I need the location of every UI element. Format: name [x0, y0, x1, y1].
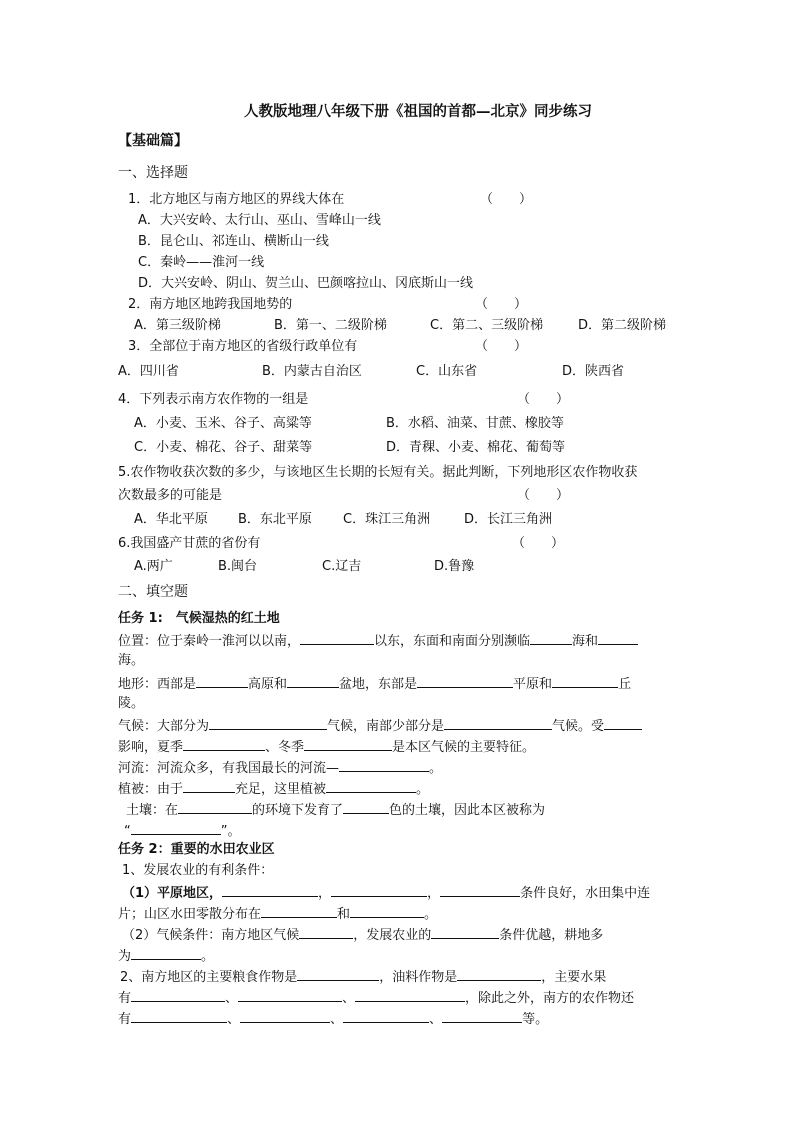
question-5-option-c: C．珠江三角洲: [343, 512, 431, 527]
task-1-title: 任务 1: 气候湿热的红土地: [118, 611, 280, 626]
blank-fruit-2[interactable]: [238, 987, 342, 1002]
blank-location-east-of[interactable]: [300, 630, 374, 645]
location-line-end: 海。: [118, 653, 145, 668]
plain-conditions-line: （1）平原地区， ， ， 条件良好，水田集中连: [122, 882, 650, 904]
other-crops-line: 有 、 、 、 等。: [118, 1008, 548, 1030]
question-3-stem: 3．全部位于南方地区的省级行政单位有: [128, 339, 358, 354]
question-1-option-a: A．大兴安岭、太行山、巫山、雪峰山一线: [138, 213, 381, 228]
page-title: 人教版地理八年级下册《祖国的首都—北京》同步练习: [244, 103, 592, 120]
plain-conditions-line-2: 片；山区水田零散分布在 和 。: [118, 903, 437, 925]
question-2-option-a: A．第三级阶梯: [134, 318, 221, 333]
question-1-option-b: B．昆仑山、祁连山、横断山一线: [138, 234, 329, 249]
question-5-option-a: A．华北平原: [134, 512, 208, 527]
blank-fruit-1[interactable]: [131, 987, 225, 1002]
question-3-option-b: B．内蒙古自治区: [262, 364, 362, 379]
task-2-title: 任务 2：重要的水田农业区: [118, 842, 275, 857]
question-4-option-a: A．小麦、玉米、谷子、高粱等: [134, 416, 312, 431]
blank-farmland-type[interactable]: [131, 945, 201, 960]
blank-sea-2[interactable]: [598, 630, 638, 645]
question-4-answer-paren[interactable]: （ ）: [517, 392, 570, 407]
blank-grain-crop[interactable]: [297, 966, 379, 981]
question-3-option-d: D．陕西省: [562, 364, 625, 379]
question-2-answer-paren[interactable]: （ ）: [475, 297, 528, 312]
blank-plain-condition-3[interactable]: [440, 882, 520, 897]
question-6-option-c: C.辽吉: [322, 559, 362, 574]
blank-other-crop-4[interactable]: [442, 1008, 522, 1023]
task-2-subheading-1: 1、发展农业的有利条件：: [122, 863, 274, 878]
question-5-option-b: B．东北平原: [238, 512, 312, 527]
blank-hills[interactable]: [552, 673, 618, 688]
vegetation-line: 植被：由于 充足，这里植被 。: [118, 778, 429, 800]
terrain-line-end: 陵。: [118, 696, 145, 711]
question-4-option-c: C．小麦、棉花、谷子、甜菜等: [134, 440, 313, 455]
blank-farming-condition[interactable]: [431, 924, 499, 939]
blank-western-plateau[interactable]: [196, 673, 248, 688]
question-3-option-a: A．四川省: [118, 364, 179, 379]
question-1-option-d: D．大兴安岭、阴山、贺兰山、巴颜喀拉山、冈底斯山一线: [138, 276, 474, 291]
blank-vegetation-state[interactable]: [326, 778, 416, 793]
part-choice-heading: 一、选择题: [118, 165, 188, 181]
blank-vegetation-cause[interactable]: [183, 778, 235, 793]
question-4-option-d: D．青稞、小麦、棉花、葡萄等: [386, 440, 566, 455]
question-2-stem: 2．南方地区地跨我国地势的: [128, 297, 293, 312]
question-6-option-d: D.鲁豫: [434, 559, 475, 574]
question-3-answer-paren[interactable]: （ ）: [475, 339, 528, 354]
climate-conditions-line: （2）气候条件：南方地区气候 ，发展农业的 条件优越，耕地多: [122, 924, 603, 946]
location-line: 位置：位于秦岭一淮河以以南， 以东，东面和南面分别濒临 海和: [118, 630, 638, 652]
question-2-option-c: C．第二、三级阶梯: [430, 318, 544, 333]
question-2-option-b: B．第一、二级阶梯: [274, 318, 387, 333]
question-5-option-d: D．长江三角洲: [464, 512, 553, 527]
blank-plain-condition-1[interactable]: [222, 882, 318, 897]
question-4-option-b: B．水稻、油菜、甘蔗、橡胶等: [386, 416, 564, 431]
climate-conditions-line-2: 为 。: [118, 945, 214, 967]
question-6-stem: 6.我国盛产甘蔗的省份有: [118, 536, 261, 551]
blank-south-climate[interactable]: [299, 924, 353, 939]
question-6-option-b: B.闽台: [218, 559, 258, 574]
climate-line: 气候：大部分为 气候，南部少部分是 气候。受: [118, 715, 642, 737]
blank-other-crop-2[interactable]: [240, 1008, 330, 1023]
blank-region-nickname[interactable]: [131, 820, 221, 835]
question-2-option-d: D．第二级阶梯: [578, 318, 667, 333]
crops-line: 2、南方地区的主要粮食作物是 ，油料作物是 ，主要水果: [120, 966, 606, 988]
question-5-stem-line2: 次数最多的可能是: [118, 488, 223, 503]
blank-paddy-location-2[interactable]: [350, 903, 424, 918]
blank-paddy-location-1[interactable]: [261, 903, 337, 918]
blank-other-crop-1[interactable]: [131, 1008, 227, 1023]
terrain-line: 地形：西部是 高原和 盆地，东部是 平原和 丘: [118, 673, 631, 695]
question-1-stem: 1．北方地区与南方地区的界线大体在: [128, 192, 345, 207]
blank-winter[interactable]: [304, 736, 392, 751]
soil-line: 土壤：在 的环境下发育了 色的土壤，因此本区被称为: [126, 799, 545, 821]
blank-other-crop-3[interactable]: [343, 1008, 429, 1023]
river-line: 河流：河流众多，有我国最长的河流— 。: [118, 757, 442, 779]
blank-sea-1[interactable]: [530, 630, 572, 645]
section-basic: 【基础篇】: [118, 133, 188, 149]
blank-summer[interactable]: [183, 736, 265, 751]
blank-longest-river[interactable]: [339, 757, 429, 772]
blank-soil-color[interactable]: [343, 799, 389, 814]
blank-oil-crop[interactable]: [457, 966, 541, 981]
question-4-stem: 4．下列表示南方农作物的一组是: [118, 392, 309, 407]
blank-plain-condition-2[interactable]: [331, 882, 427, 897]
fruits-line: 有 、 、 ，除此之外，南方的农作物还: [118, 987, 634, 1009]
blank-fruit-3[interactable]: [355, 987, 465, 1002]
question-5-stem-line1: 5.农作物收获次数的多少，与该地区生长期的长短有关。据此判断，下列地形区农作物收获: [118, 465, 638, 480]
blank-soil-environment[interactable]: [178, 799, 252, 814]
blank-climate-influence[interactable]: [604, 715, 642, 730]
question-6-answer-paren[interactable]: （ ）: [512, 536, 565, 551]
question-1-option-c: C．秦岭——淮河一线: [138, 255, 265, 270]
soil-line-2: “ ”。: [124, 820, 241, 842]
blank-eastern-plain[interactable]: [417, 673, 513, 688]
blank-climate-main[interactable]: [209, 715, 327, 730]
question-3-option-c: C．山东省: [416, 364, 478, 379]
question-1-answer-paren[interactable]: （ ）: [480, 192, 533, 207]
climate-line-2: 影响，夏季 、冬季 是本区气候的主要特征。: [118, 736, 535, 758]
part-fill-heading: 二、填空题: [118, 584, 188, 600]
blank-basin[interactable]: [287, 673, 339, 688]
question-6-option-a: A.两广: [134, 559, 173, 574]
question-5-answer-paren[interactable]: （ ）: [517, 488, 570, 503]
blank-climate-south[interactable]: [444, 715, 552, 730]
